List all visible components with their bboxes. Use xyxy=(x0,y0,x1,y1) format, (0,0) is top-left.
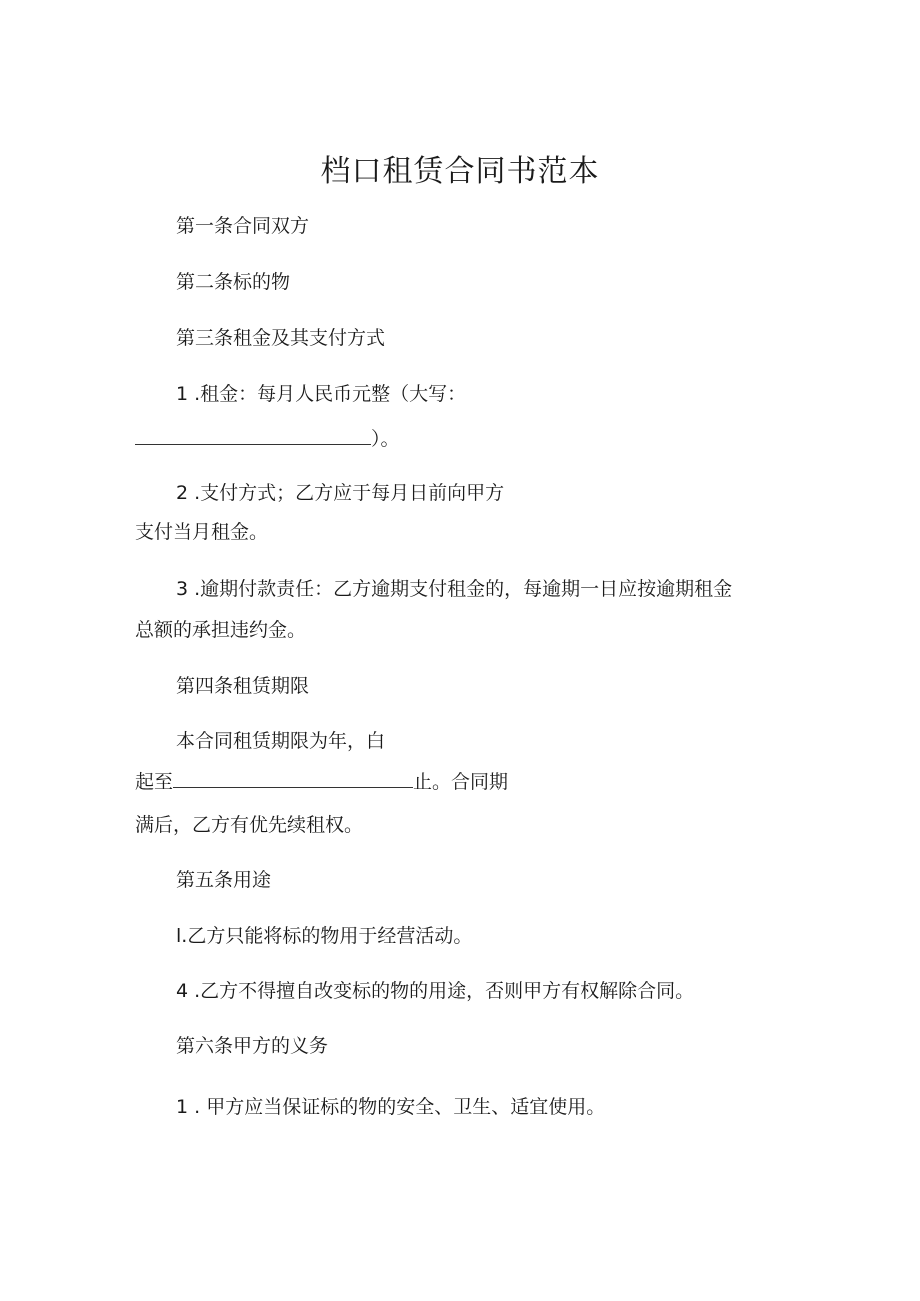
article-4-heading: 第四条租赁期限 xyxy=(176,675,310,697)
rent-amount-blank-line xyxy=(135,424,400,453)
article-3-heading: 第三条租金及其支付方式 xyxy=(176,327,386,349)
payment-method-line: 2 .支付方式；乙方应于每月日前向甲方 xyxy=(176,482,505,504)
late-payment-line-continued: 总额的承担违约金。 xyxy=(135,619,307,641)
payment-method-line-continued: 支付当月租金。 xyxy=(135,521,269,543)
lease-term-blank xyxy=(173,767,413,788)
lease-term-from-label: 起至 xyxy=(135,771,174,793)
article-6-heading: 第六条甲方的义务 xyxy=(176,1035,329,1057)
lease-term-dates-line xyxy=(135,767,508,796)
rent-amount-line: 1 .租金：每月人民币元整（大写： xyxy=(176,383,467,405)
rent-amount-blank-close: ）。 xyxy=(371,428,400,450)
article-2-heading: 第二条标的物 xyxy=(176,271,291,293)
lease-term-line: 本合同租赁期限为年，白 xyxy=(176,730,386,752)
late-payment-line: 3 .逾期付款责任：乙方逾期支付租金的，每逾期一日应按逾期租金 xyxy=(176,578,733,600)
document-title: 档口租赁合同书范本 xyxy=(320,154,600,189)
article-5-heading: 第五条用途 xyxy=(176,869,272,891)
article-1-heading: 第一条合同双方 xyxy=(176,215,310,237)
lease-term-end-label: 止。合同期 xyxy=(413,771,509,793)
lessor-duty-item-1: 1 . 甲方应当保证标的物的安全、卫生、适宜使用。 xyxy=(176,1096,606,1118)
usage-item-1: l.乙方只能将标的物用于经营活动。 xyxy=(176,925,473,947)
rent-amount-blank xyxy=(135,424,371,445)
renewal-right-line: 满后，乙方有优先续租权。 xyxy=(135,814,364,836)
usage-item-4: 4 .乙方不得擅自改变标的物的用途，否则甲方有权解除合同。 xyxy=(176,980,695,1002)
